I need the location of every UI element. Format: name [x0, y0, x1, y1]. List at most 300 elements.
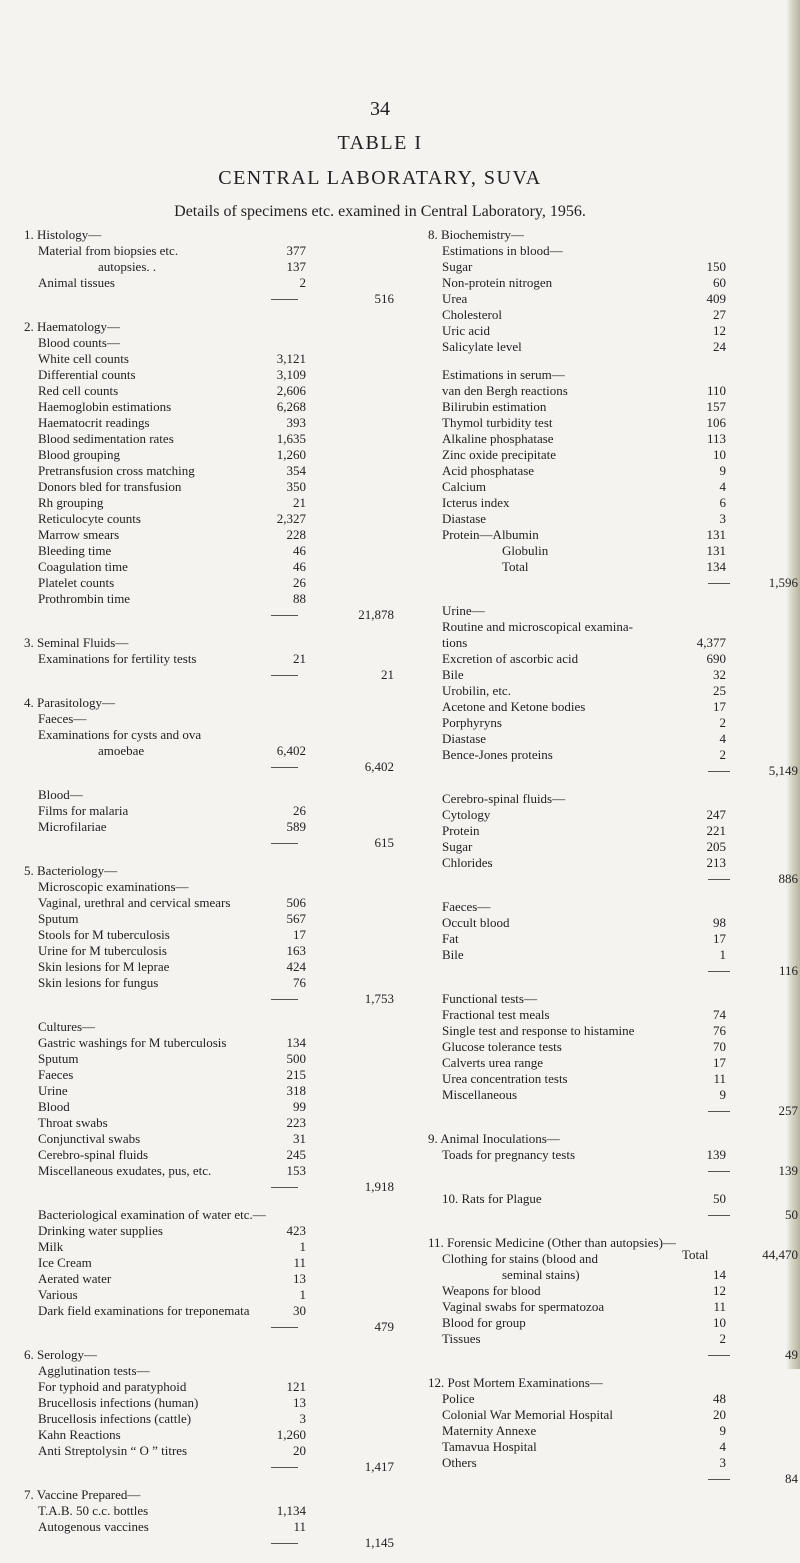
section-heading: 2. Haematology— — [24, 319, 121, 334]
table-row — [24, 367, 394, 383]
subtotal-rule — [708, 771, 730, 772]
table-row — [24, 351, 394, 367]
row-value: 354 — [286, 463, 306, 478]
table-row — [428, 447, 798, 463]
table-row — [24, 819, 394, 835]
row-label: Dark field examinations for treponemata — [38, 1303, 250, 1318]
row-value: 27 — [713, 307, 726, 322]
section-heading: 11. Forensic Medicine (Other than autopsies)— — [428, 1235, 676, 1250]
row-label: Prothrombin time — [38, 591, 131, 606]
row-label: Red cell counts — [38, 383, 119, 398]
table-row — [24, 803, 394, 819]
subtotal-rule — [271, 1187, 298, 1188]
row-value: 3,109 — [276, 367, 306, 382]
row-label: Icterus index — [442, 495, 510, 510]
row-value: 4 — [719, 1439, 726, 1454]
section-gap — [428, 355, 798, 367]
table-row — [428, 1267, 798, 1283]
row-label: Chlorides — [442, 855, 493, 870]
section-gap — [428, 1363, 798, 1375]
row-value: 423 — [286, 1223, 306, 1238]
left-column — [24, 227, 394, 1563]
table-row — [24, 911, 394, 927]
section — [24, 1207, 394, 1335]
row-value: 4,377 — [696, 635, 726, 650]
row-label: Vaginal swabs for spermatozoa — [442, 1299, 605, 1314]
subtotal-row — [24, 759, 394, 775]
row-value: 11 — [293, 1519, 306, 1534]
row-label: Urine — [38, 1083, 68, 1098]
group-title: Urine— — [442, 603, 485, 618]
row-value: 30 — [293, 1303, 306, 1318]
section-gap — [24, 307, 394, 319]
row-label: van den Bergh reactions — [442, 383, 568, 398]
group-title: Cerebro-spinal fluids— — [442, 791, 566, 806]
table-row — [428, 511, 798, 527]
row-label: Skin lesions for M leprae — [38, 959, 170, 974]
subtotal-value: 139 — [778, 1163, 798, 1178]
row-label: Drinking water supplies — [38, 1223, 163, 1238]
table-row — [428, 1407, 798, 1423]
row-value: 2 — [719, 1331, 726, 1346]
table-row — [428, 651, 798, 667]
subtotal-row — [24, 991, 394, 1007]
row-value: 1,134 — [276, 1503, 306, 1518]
row-value: 2 — [719, 715, 726, 730]
row-label: Protein—Albumin — [442, 527, 539, 542]
table-row — [24, 1503, 394, 1519]
row-value: 76 — [293, 975, 306, 990]
row-label: Maternity Annexe — [442, 1423, 537, 1438]
row-label: Others — [442, 1455, 477, 1470]
subtotal-row — [428, 871, 798, 887]
subtotal-value: 49 — [785, 1347, 798, 1362]
subtotal-row — [24, 667, 394, 683]
row-label: Microfilariae — [38, 819, 107, 834]
section — [428, 1191, 798, 1223]
row-label: Bile — [442, 667, 464, 682]
table-row — [24, 527, 394, 543]
row-value: 350 — [286, 479, 306, 494]
table-row — [428, 619, 798, 635]
table-row — [428, 291, 798, 307]
subtotal-value: 257 — [778, 1103, 798, 1118]
section-gap — [24, 623, 394, 635]
row-label: Films for malaria — [38, 803, 129, 818]
row-value: 2 — [299, 275, 306, 290]
section-gap — [24, 1195, 394, 1207]
row-value: 1,635 — [276, 431, 306, 446]
row-value: 12 — [713, 323, 726, 338]
subtotal-value: 479 — [374, 1319, 394, 1334]
section — [24, 1347, 394, 1475]
table-row — [428, 1039, 798, 1055]
table-row — [428, 731, 798, 747]
table-row — [428, 399, 798, 415]
subtotal-row — [428, 1347, 798, 1363]
row-value: 13 — [293, 1271, 306, 1286]
section — [428, 899, 798, 979]
section — [428, 991, 798, 1119]
details-line: Details of specimens etc. examined in Central Laboratory, 1956. — [174, 203, 586, 220]
row-value: 1 — [299, 1287, 306, 1302]
table-row — [24, 651, 394, 667]
table-row — [428, 1299, 798, 1315]
row-label: Pretransfusion cross matching — [38, 463, 195, 478]
row-label: Acid phosphatase — [442, 463, 535, 478]
row-label: Throat swabs — [38, 1115, 108, 1130]
table-row — [428, 1055, 798, 1071]
section — [24, 863, 394, 1007]
row-value: 14 — [713, 1267, 726, 1282]
subtotal-value: 1,145 — [364, 1535, 394, 1550]
table-row — [24, 1427, 394, 1443]
section-heading: 6. Serology— — [24, 1347, 97, 1362]
row-value: 157 — [706, 399, 726, 414]
section — [24, 695, 394, 775]
row-label: Calverts urea range — [442, 1055, 544, 1070]
row-value: 21 — [293, 495, 306, 510]
row-label: Autogenous vaccines — [38, 1519, 149, 1534]
row-value: 1,260 — [276, 447, 306, 462]
table-row — [24, 1255, 394, 1271]
row-label: Platelet counts — [38, 575, 115, 590]
row-value: 134 — [286, 1035, 306, 1050]
row-label: Urea — [442, 291, 468, 306]
group-title: Functional tests— — [442, 991, 537, 1006]
row-value: 153 — [286, 1163, 306, 1178]
table-row — [24, 543, 394, 559]
section-gap — [428, 1119, 798, 1131]
row-label: Aerated water — [38, 1271, 112, 1286]
row-label: Protein — [442, 823, 480, 838]
row-value: 11 — [713, 1299, 726, 1314]
table-row — [428, 1455, 798, 1471]
subtotal-value: 516 — [374, 291, 394, 306]
row-label: Urobilin, etc. — [442, 683, 511, 698]
section-gap — [24, 1475, 394, 1487]
row-value: 215 — [286, 1067, 306, 1082]
row-label: Glucose tolerance tests — [442, 1039, 562, 1054]
row-value: 589 — [286, 819, 306, 834]
subtotal-rule — [271, 1543, 298, 1544]
subtotal-row — [24, 1179, 394, 1195]
table-row — [428, 823, 798, 839]
row-label: Cytology — [442, 807, 491, 822]
row-value: 60 — [713, 275, 726, 290]
row-value: 150 — [706, 259, 726, 274]
row-value: 21 — [293, 651, 306, 666]
table-row — [24, 1443, 394, 1459]
row-value: 690 — [706, 651, 726, 666]
row-label: Acetone and Ketone bodies — [442, 699, 586, 714]
table-row — [24, 495, 394, 511]
table-row — [428, 415, 798, 431]
row-value: 2,327 — [276, 511, 306, 526]
row-value: 228 — [286, 527, 306, 542]
row-label: Brucellosis infections (human) — [38, 1395, 199, 1410]
subtotal-row — [24, 1535, 394, 1551]
row-label: Anti Streptolysin “ O ” titres — [38, 1443, 188, 1458]
table-row — [428, 431, 798, 447]
subtotal-rule — [271, 767, 298, 768]
table-row — [24, 1115, 394, 1131]
table-row — [24, 727, 394, 743]
table-row — [428, 667, 798, 683]
section — [428, 603, 798, 779]
section-gap — [24, 1335, 394, 1347]
table-row — [428, 1087, 798, 1103]
row-value: 500 — [286, 1051, 306, 1066]
table-row — [24, 431, 394, 447]
section-heading: 4. Parasitology— — [24, 695, 115, 710]
row-value: 70 — [713, 1039, 726, 1054]
row-value: 3 — [719, 511, 726, 526]
row-label: White cell counts — [38, 351, 129, 366]
row-value: 245 — [286, 1147, 306, 1162]
table-row — [24, 511, 394, 527]
row-value: 163 — [286, 943, 306, 958]
row-label: Weapons for blood — [442, 1283, 541, 1298]
row-label: Globulin — [502, 543, 549, 558]
table-row — [428, 495, 798, 511]
table-row — [24, 927, 394, 943]
subtotal-row — [428, 1207, 798, 1223]
subtotal-value: 116 — [778, 963, 798, 978]
table-row — [428, 543, 798, 559]
table-row — [24, 1067, 394, 1083]
row-value: 113 — [706, 431, 726, 446]
row-label: Sugar — [442, 259, 473, 274]
subtotal-rule — [708, 1479, 730, 1480]
row-value: 1 — [299, 1239, 306, 1254]
table-row — [24, 1379, 394, 1395]
row-label: Blood for group — [442, 1315, 526, 1330]
subtotal-rule — [271, 843, 298, 844]
row-label: Salicylate level — [442, 339, 522, 354]
section-gap — [24, 1007, 394, 1019]
row-value: 17 — [293, 927, 306, 942]
row-label: Bilirubin estimation — [442, 399, 547, 414]
row-value: 24 — [713, 339, 726, 354]
row-value: 10 — [713, 447, 726, 462]
subtotal-rule — [271, 675, 298, 676]
table-row — [428, 1331, 798, 1347]
row-label: Ice Cream — [38, 1255, 92, 1270]
row-label: Faeces — [38, 1067, 74, 1082]
subtotal-value: 5,149 — [768, 763, 798, 778]
subtotal-rule — [271, 299, 298, 300]
row-value: 139 — [706, 1147, 726, 1162]
table-row — [428, 1315, 798, 1331]
row-value: 25 — [713, 683, 726, 698]
table-row — [24, 1051, 394, 1067]
subtotal-value: 1,417 — [364, 1459, 394, 1474]
row-value: 1 — [719, 947, 726, 962]
row-value: 205 — [706, 839, 726, 854]
row-value: 11 — [713, 1071, 726, 1086]
section — [24, 787, 394, 851]
row-label: Blood — [38, 1099, 70, 1114]
row-label: Total — [502, 559, 529, 574]
section — [24, 227, 394, 307]
row-value: 17 — [713, 699, 726, 714]
row-value: 247 — [706, 807, 726, 822]
right-column — [428, 227, 798, 1499]
row-label: Kahn Reactions — [38, 1427, 121, 1442]
table-row — [24, 1239, 394, 1255]
row-label: Animal tissues — [38, 275, 115, 290]
section-gap — [428, 979, 798, 991]
table-row — [24, 1411, 394, 1427]
section-heading: 1. Histology— — [24, 227, 102, 242]
row-label: Excretion of ascorbic acid — [442, 651, 579, 666]
row-value: 11 — [293, 1255, 306, 1270]
page-number: 34 — [370, 98, 390, 120]
table-row — [24, 1271, 394, 1287]
row-label: autopsies. . — [98, 259, 157, 274]
section-gap — [428, 1179, 798, 1191]
subtotal-rule — [708, 1111, 730, 1112]
section — [24, 1487, 394, 1551]
row-label: Uric acid — [442, 323, 491, 338]
subtotal-rule — [708, 1171, 730, 1172]
subtotal-value: 6,402 — [364, 759, 394, 774]
subtotal-row — [24, 607, 394, 623]
row-label: Haematocrit readings — [38, 415, 150, 430]
table-row — [24, 1303, 394, 1319]
row-value: 9 — [719, 1087, 726, 1102]
row-value: 48 — [713, 1391, 726, 1406]
row-label: amoebae — [98, 743, 145, 758]
section-gap — [24, 683, 394, 695]
row-value: 121 — [286, 1379, 306, 1394]
section — [428, 1375, 798, 1487]
row-label: Single test and response to histamine — [442, 1023, 635, 1038]
subtotal-rule — [708, 583, 730, 584]
group-title: Microscopic examinations— — [38, 879, 189, 894]
row-value: 46 — [293, 559, 306, 574]
grand-total-label: Total — [682, 1247, 709, 1262]
section-heading: 7. Vaccine Prepared— — [24, 1487, 141, 1502]
table-row — [24, 591, 394, 607]
table-row — [24, 399, 394, 415]
group-title: Blood— — [38, 787, 83, 802]
subtotal-value: 1,918 — [364, 1179, 394, 1194]
subtotal-rule — [708, 971, 730, 972]
subtotal-row — [428, 763, 798, 779]
group-title: Faeces— — [38, 711, 87, 726]
row-value: 567 — [286, 911, 306, 926]
table-row — [428, 931, 798, 947]
table-row — [428, 855, 798, 871]
row-value: 3,121 — [276, 351, 306, 366]
row-label: Stools for M tuberculosis — [38, 927, 170, 942]
row-label: Zinc oxide precipitate — [442, 447, 557, 462]
subtotal-rule — [271, 999, 298, 1000]
subtotal-rule — [708, 879, 730, 880]
row-value: 9 — [719, 1423, 726, 1438]
table-row — [428, 559, 798, 575]
row-label: Routine and microscopical examina- — [442, 619, 633, 634]
section — [428, 367, 798, 591]
table-row — [428, 339, 798, 355]
row-value: 32 — [713, 667, 726, 682]
row-value: 131 — [706, 543, 726, 558]
row-label: Donors bled for transfusion — [38, 479, 182, 494]
row-value: 1,260 — [276, 1427, 306, 1442]
table-row — [428, 715, 798, 731]
table-row — [24, 975, 394, 991]
row-value: 2 — [719, 747, 726, 762]
row-label: Differential counts — [38, 367, 136, 382]
row-value: 74 — [713, 1007, 726, 1022]
row-value: 318 — [286, 1083, 306, 1098]
row-value: 13 — [293, 1395, 306, 1410]
row-label: Bence-Jones proteins — [442, 747, 553, 762]
section — [428, 227, 798, 355]
row-label: Fat — [442, 931, 459, 946]
subtotal-value: 84 — [785, 1471, 798, 1486]
section-gap — [428, 779, 798, 791]
table-row — [24, 959, 394, 975]
row-value: 76 — [713, 1023, 726, 1038]
table-row — [24, 895, 394, 911]
row-label: Material from biopsies etc. — [38, 243, 179, 258]
group-title: Faeces— — [442, 899, 491, 914]
table-row — [24, 383, 394, 399]
row-value: 393 — [286, 415, 306, 430]
row-label: Police — [442, 1391, 475, 1406]
row-value: 12 — [713, 1283, 726, 1298]
subtotal-value: 615 — [374, 835, 394, 850]
row-label: Reticulocyte counts — [38, 511, 141, 526]
row-label: Cholesterol — [442, 307, 502, 322]
row-label: Blood sedimentation rates — [38, 431, 174, 446]
section-heading: 5. Bacteriology— — [24, 863, 118, 878]
section-heading: 12. Post Mortem Examinations— — [428, 1375, 603, 1390]
row-label: Urine for M tuberculosis — [38, 943, 167, 958]
row-label: For typhoid and paratyphoid — [38, 1379, 187, 1394]
table-row — [428, 1007, 798, 1023]
table-row — [24, 1083, 394, 1099]
row-label: seminal stains) — [502, 1267, 580, 1282]
table-row — [24, 1147, 394, 1163]
section-gap — [24, 775, 394, 787]
row-value: 424 — [286, 959, 306, 974]
group-title: Blood counts— — [38, 335, 120, 350]
row-label: Cerebro-spinal fluids — [38, 1147, 149, 1162]
row-label: Bleeding time — [38, 543, 112, 558]
row-label: Conjunctival swabs — [38, 1131, 141, 1146]
row-value: 221 — [706, 823, 726, 838]
section — [24, 1019, 394, 1195]
row-value: 2,606 — [276, 383, 306, 398]
table-row — [24, 743, 394, 759]
row-label: Sugar — [442, 839, 473, 854]
table-row — [428, 307, 798, 323]
row-value: 4 — [719, 731, 726, 746]
row-label: Miscellaneous — [442, 1087, 518, 1102]
row-value: 409 — [706, 291, 726, 306]
table-row — [24, 479, 394, 495]
row-label: Skin lesions for fungus — [38, 975, 159, 990]
row-value: 98 — [713, 915, 726, 930]
row-label: Diastase — [442, 731, 487, 746]
table-row — [428, 683, 798, 699]
table-row — [24, 259, 394, 275]
row-label: Toads for pregnancy tests — [442, 1147, 576, 1162]
